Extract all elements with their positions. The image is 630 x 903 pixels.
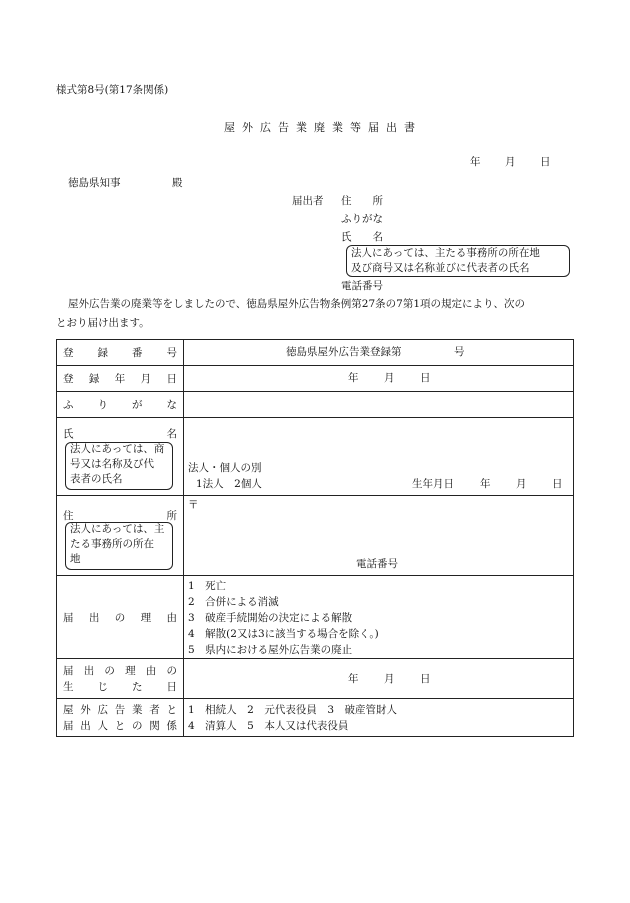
reg-date-day: 日 xyxy=(420,372,431,384)
relation-line-1: 1 相続人 2 元代表役員 3 破産管財人 xyxy=(188,704,398,716)
entity-type-options: 1法人 2個人 xyxy=(196,478,262,490)
reason-item: 2 合併による消滅 xyxy=(188,596,279,608)
label-char: 人 xyxy=(97,719,108,732)
label-char: が xyxy=(132,399,143,411)
label-char: 者 xyxy=(149,703,160,716)
label-char: 由 xyxy=(166,611,177,624)
label-char: な xyxy=(166,399,177,411)
postal-mark: 〒 xyxy=(188,499,199,511)
label-char: 出 xyxy=(80,719,91,732)
applicant-furigana-label: ふりがな xyxy=(341,213,383,225)
registration-number-suffix: 号 xyxy=(454,346,465,358)
date-day: 日 xyxy=(540,156,551,168)
applicant-name-label: 氏 名 xyxy=(341,231,383,243)
label-char: 住 xyxy=(63,510,74,522)
date-month: 月 xyxy=(505,156,516,168)
value-reason-date[interactable] xyxy=(184,659,574,699)
label-address xyxy=(57,496,184,576)
label-char: と xyxy=(166,703,177,716)
label-char: 関 xyxy=(149,719,160,732)
label-char: 届 xyxy=(63,719,74,732)
entity-type-label: 法人・個人の別 xyxy=(188,462,262,474)
value-address[interactable] xyxy=(184,496,574,576)
row-relation xyxy=(57,699,574,737)
row-registration-date xyxy=(57,366,574,392)
label-char: 日 xyxy=(166,373,177,385)
addressee-honorific: 殿 xyxy=(172,177,183,189)
reason-item: 5 県内における屋外広告業の廃止 xyxy=(188,644,353,656)
notification-table xyxy=(56,339,574,737)
label-char: 名 xyxy=(166,428,177,440)
label-reason-date xyxy=(57,659,184,699)
label-char: 理 xyxy=(140,611,152,624)
label-reason xyxy=(57,576,184,659)
label-char: 年 xyxy=(114,373,126,385)
label-char: 出 xyxy=(83,664,95,677)
address-note-2: たる事務所の所在 xyxy=(70,538,154,550)
label-char: 号 xyxy=(166,347,177,359)
reg-date-year: 年 xyxy=(348,372,359,384)
label-char: 届 xyxy=(63,664,74,677)
page-title: 屋外広告業廃業等届出書 xyxy=(224,121,422,134)
birth-year: 年 xyxy=(480,478,491,490)
label-char: り xyxy=(97,399,108,411)
label-char: ふ xyxy=(63,399,74,411)
label-char: 屋 xyxy=(63,703,74,716)
label-char: 録 xyxy=(97,347,108,359)
label-char: 月 xyxy=(140,373,152,385)
reason-item: 4 解散(2又は3に該当する場合を除く。) xyxy=(188,628,379,640)
label-registration-number xyxy=(57,340,184,366)
row-furigana xyxy=(57,392,574,418)
value-name[interactable] xyxy=(184,418,574,496)
form-number: 様式第8号(第17条関係) xyxy=(56,84,169,96)
label-char: 告 xyxy=(114,703,126,716)
label-registration-date xyxy=(57,366,184,392)
row-registration-number xyxy=(57,340,574,366)
birth-day: 日 xyxy=(552,478,563,490)
body-text-2: とおり届け出ます。 xyxy=(56,317,150,329)
name-note-2: 号又は名称及び代 xyxy=(70,458,154,470)
label-name xyxy=(57,418,184,496)
row-address xyxy=(57,496,574,576)
reason-date-month: 月 xyxy=(384,673,395,685)
label-char: 生 xyxy=(63,680,74,693)
label-char: の xyxy=(132,719,143,732)
registration-number-prefix: 徳島県屋外広告業登録第 xyxy=(286,346,402,358)
name-note-1: 法人にあっては、商 xyxy=(70,443,165,455)
address-note-3: 地 xyxy=(70,553,81,565)
reason-date-day: 日 xyxy=(420,673,431,685)
label-char: 所 xyxy=(166,510,177,522)
value-registration-number[interactable] xyxy=(184,340,574,366)
body-text-1: 屋外広告業の廃業等をしましたので、徳島県屋外広告物条例第27条の7第1項の規定により、次の xyxy=(68,298,526,310)
label-char: た xyxy=(132,680,143,693)
label-char: と xyxy=(114,719,126,732)
address-phone-label: 電話番号 xyxy=(356,558,398,570)
label-char: 届 xyxy=(63,611,74,624)
label-char: の xyxy=(166,664,177,677)
label-char: 番 xyxy=(132,347,143,359)
value-furigana[interactable] xyxy=(184,392,574,418)
label-char: 録 xyxy=(88,373,100,385)
label-char: 外 xyxy=(80,703,91,716)
label-char: 日 xyxy=(166,680,177,693)
applicant-corp-note-1: 法人にあっては、主たる事務所の所在地 xyxy=(351,247,540,259)
addressee-name: 徳島県知事 xyxy=(68,177,121,189)
applicant-address-label: 住 所 xyxy=(341,195,383,207)
label-char: の xyxy=(104,664,115,677)
label-char: の xyxy=(114,611,126,624)
label-char: 由 xyxy=(145,664,157,677)
reg-date-month: 月 xyxy=(384,372,395,384)
reason-item: 1 死亡 xyxy=(188,580,227,592)
label-char: 登 xyxy=(63,373,74,385)
label-char: 氏 xyxy=(63,428,74,440)
date-year: 年 xyxy=(470,156,481,168)
reason-date-year: 年 xyxy=(348,673,359,685)
birth-date-label: 生年月日 xyxy=(412,478,454,490)
label-furigana xyxy=(57,392,184,418)
address-note-1: 法人にあっては、主 xyxy=(70,523,165,535)
label-char: 係 xyxy=(166,719,177,732)
label-char: じ xyxy=(97,680,108,693)
applicant-phone-label: 電話番号 xyxy=(341,280,383,292)
value-relation[interactable] xyxy=(184,699,574,737)
label-char: 登 xyxy=(63,347,74,359)
label-char: 出 xyxy=(88,611,100,624)
name-note-3: 表者の氏名 xyxy=(70,473,123,485)
value-reason[interactable] xyxy=(184,576,574,659)
applicant-label: 届出者 xyxy=(292,195,324,207)
value-registration-date[interactable] xyxy=(184,366,574,392)
label-relation xyxy=(57,699,184,737)
birth-month: 月 xyxy=(516,478,527,490)
row-name xyxy=(57,418,574,496)
relation-line-2: 4 清算人 5 本人又は代表役員 xyxy=(188,720,349,732)
label-char: 理 xyxy=(125,664,136,677)
row-reason-date xyxy=(57,659,574,699)
reason-item: 3 破産手続開始の決定による解散 xyxy=(188,612,353,624)
row-reason xyxy=(57,576,574,659)
applicant-corp-note-2: 及び商号又は名称並びに代表者の氏名 xyxy=(351,262,530,274)
label-char: 広 xyxy=(97,703,108,716)
label-char: 業 xyxy=(132,703,143,716)
